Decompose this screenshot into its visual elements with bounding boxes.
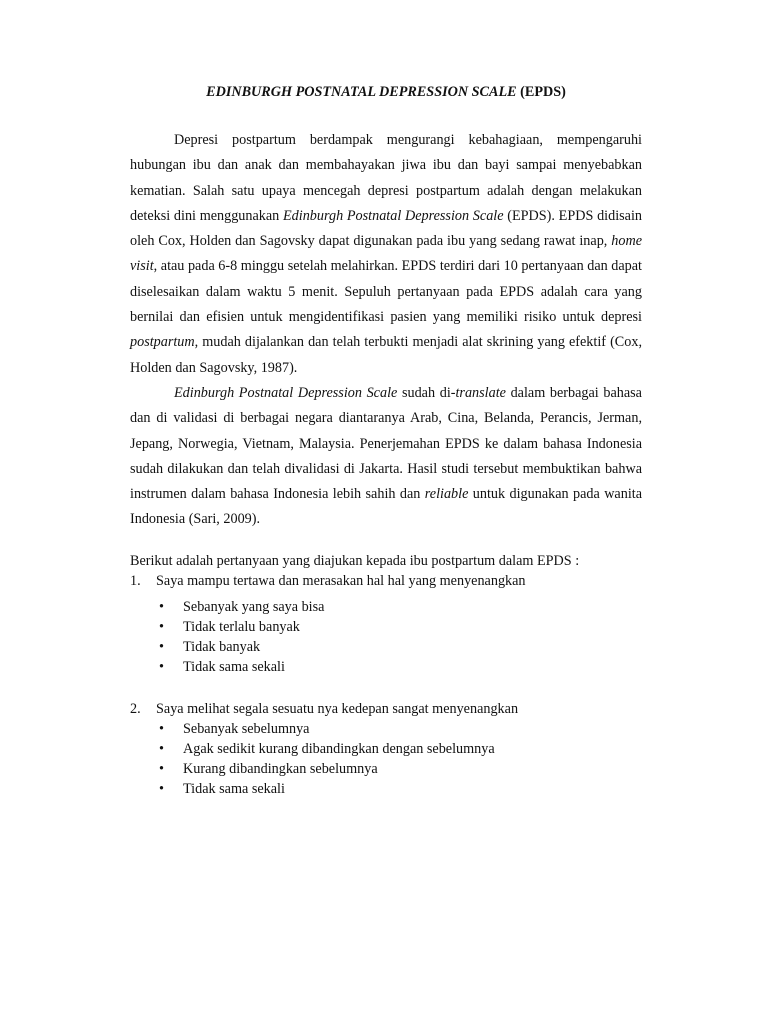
para1-italic-1: Edinburgh Postnatal Depression Scale [283, 207, 504, 224]
option-text: Tidak terlalu banyak [183, 618, 300, 635]
para2-text-2: dalam berbagai bahasa dan di validasi di berbagai negara diantaranya Arab, Cina, Belanda, Perancis, Jerman, Jepang, Norwegia, Vietnam, Malaysia. Penerjemahan EPDS ke dalam bahasa Indonesia sudah dilakukan dan telah divalidasi di Jakarta. Hasil studi tersebut membuktikan bahwa instrumen dalam bahasa Indonesia lebih sahih dan [130, 384, 642, 503]
bullet-icon: • [159, 598, 164, 615]
title-italic: EDINBURGH POSTNATAL DEPRESSION SCALE [206, 84, 517, 100]
para2-text-1: sudah di- [397, 384, 456, 401]
option-text: Sebanyak sebelumnya [183, 720, 310, 737]
question-text: Saya mampu tertawa dan merasakan hal hal yang menyenangkan [156, 572, 526, 589]
list-item [130, 657, 642, 677]
bullet-icon: • [159, 638, 164, 655]
question-2-options [130, 719, 642, 799]
list-item [130, 597, 642, 617]
option-text: Tidak sama sekali [183, 780, 285, 797]
para1-text-1: Depresi postpartum berdampak mengurangi kebahagiaan, mempengaruhi hubungan ibu dan anak dan membahayakan jiwa ibu dan bayi sampai menyebabkan kematian. Salah satu upaya mencegah depresi postpartum adalah dengan melakukan deteksi dini menggunakan [130, 132, 642, 224]
option-text: Tidak sama sekali [183, 658, 285, 675]
paragraph-2 [130, 381, 642, 533]
paragraph-1 [130, 128, 642, 381]
question-number: 2. [130, 700, 141, 717]
document-title [130, 82, 642, 102]
para2-italic-2: translate [455, 384, 506, 401]
questions-intro: Berikut adalah pertanyaan yang diajukan kepada ibu postpartum dalam EPDS : [130, 552, 580, 569]
question-1-options [130, 597, 642, 677]
option-text: Tidak banyak [183, 638, 261, 655]
list-item [130, 637, 642, 657]
bullet-icon: • [159, 740, 164, 757]
para1-italic-3: postpartum [130, 334, 195, 351]
option-text: Sebanyak yang saya bisa [183, 598, 325, 615]
option-text: Agak sedikit kurang dibandingkan dengan sebelumnya [183, 740, 495, 757]
para1-text-2: (EPDS). EPDS didisain oleh Cox, Holden dan Sagovsky dapat digunakan pada ibu yang sedang rawat inap, [130, 207, 642, 250]
question-2 [130, 699, 642, 719]
list-item [130, 759, 642, 779]
bullet-icon: • [159, 618, 164, 635]
list-item [130, 617, 642, 637]
document-page [130, 82, 642, 799]
para2-italic-3: reliable [424, 486, 469, 503]
bullet-icon: • [159, 720, 164, 737]
question-text: Saya melihat segala sesuatu nya kedepan sangat menyenangkan [156, 700, 519, 717]
bullet-icon: • [159, 780, 164, 797]
list-item [130, 719, 642, 739]
option-text: Kurang dibandingkan sebelumnya [183, 760, 378, 777]
question-1 [130, 571, 642, 591]
para1-text-3: , atau pada 6-8 minggu setelah melahirkan. EPDS terdiri dari 10 pertanyaan dan dapat diselesaikan dalam waktu 5 menit. Sepuluh pertanyaan pada EPDS adalah cara yang bernilai dan efisien untuk mengidentifikasi pasien yang memiliki risiko untuk depresi [130, 258, 642, 326]
para1-text-4: , mudah dijalankan dan telah terbukti menjadi alat skrining yang efektif (Cox, Holden dan Sagovsky, 1987). [130, 334, 642, 376]
para2-text-3: untuk digunakan pada wanita Indonesia (Sari, 2009). [130, 486, 643, 528]
bullet-icon: • [159, 658, 164, 675]
para2-italic-1: Edinburgh Postnatal Depression Scale [174, 384, 398, 401]
title-abbrev: (EPDS) [516, 84, 566, 100]
para1-italic-2: home visit [130, 233, 642, 275]
list-item [130, 739, 642, 759]
question-number: 1. [130, 572, 141, 589]
list-item [130, 779, 642, 799]
bullet-icon: • [159, 760, 164, 777]
